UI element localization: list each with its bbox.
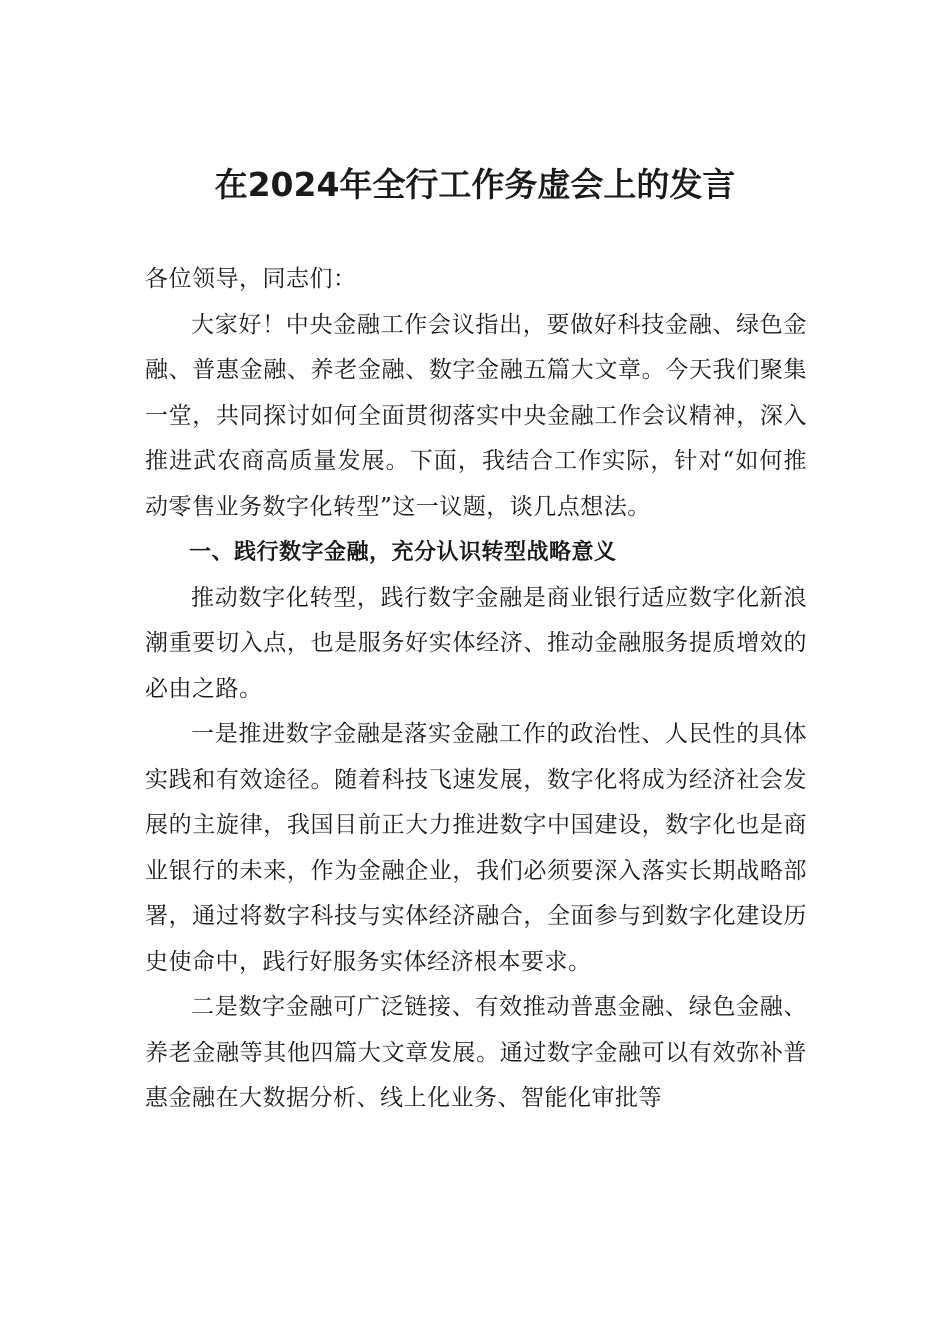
paragraph-point-2: 二是数字金融可广泛链接、有效推动普惠金融、绿色金融、养老金融等其他四篇大文章发展。通过数字金融可以有效弥补普惠金融在大数据分析、线上化业务、智能化审批等	[145, 994, 807, 1111]
document-title: 在2024年全行工作务虚会上的发言	[214, 165, 736, 204]
paragraph-section-1-intro: 推动数字化转型，践行数字金融是商业银行适应数字化新浪潮重要切入点，也是服务好实体经济、推动金融服务提质增效的必由之路。	[145, 584, 807, 702]
salutation: 各位领导，同志们：	[145, 266, 357, 292]
section-heading-1: 一、践行数字金融，充分认识转型战略意义	[189, 540, 617, 565]
paragraph-point-1: 一是推进数字金融是落实金融工作的政治性、人民性的具体实践和有效途径。随着科技飞速发展，数字化将成为经济社会发展的主旋律，我国目前正大力推进数字中国建设，数字化也是商业银行的未来，作为金融企业，我们必须要深入落实长期战略部署，通过将数字科技与实体经济融合，全面参与到数字化建设历史使命中，践行好服务实体经济根本要求。	[145, 721, 807, 975]
paragraph-intro: 大家好！中央金融工作会议指出，要做好科技金融、绿色金融、普惠金融、养老金融、数字金融五篇大文章。今天我们聚集一堂，共同探讨如何全面贯彻落实中央金融工作会议精神，深入推进武农商高质量发展。下面，我结合工作实际，针对“如何推动零售业务数字化转型”这一议题，谈几点想法。	[145, 311, 807, 520]
document-body	[145, 257, 807, 1122]
